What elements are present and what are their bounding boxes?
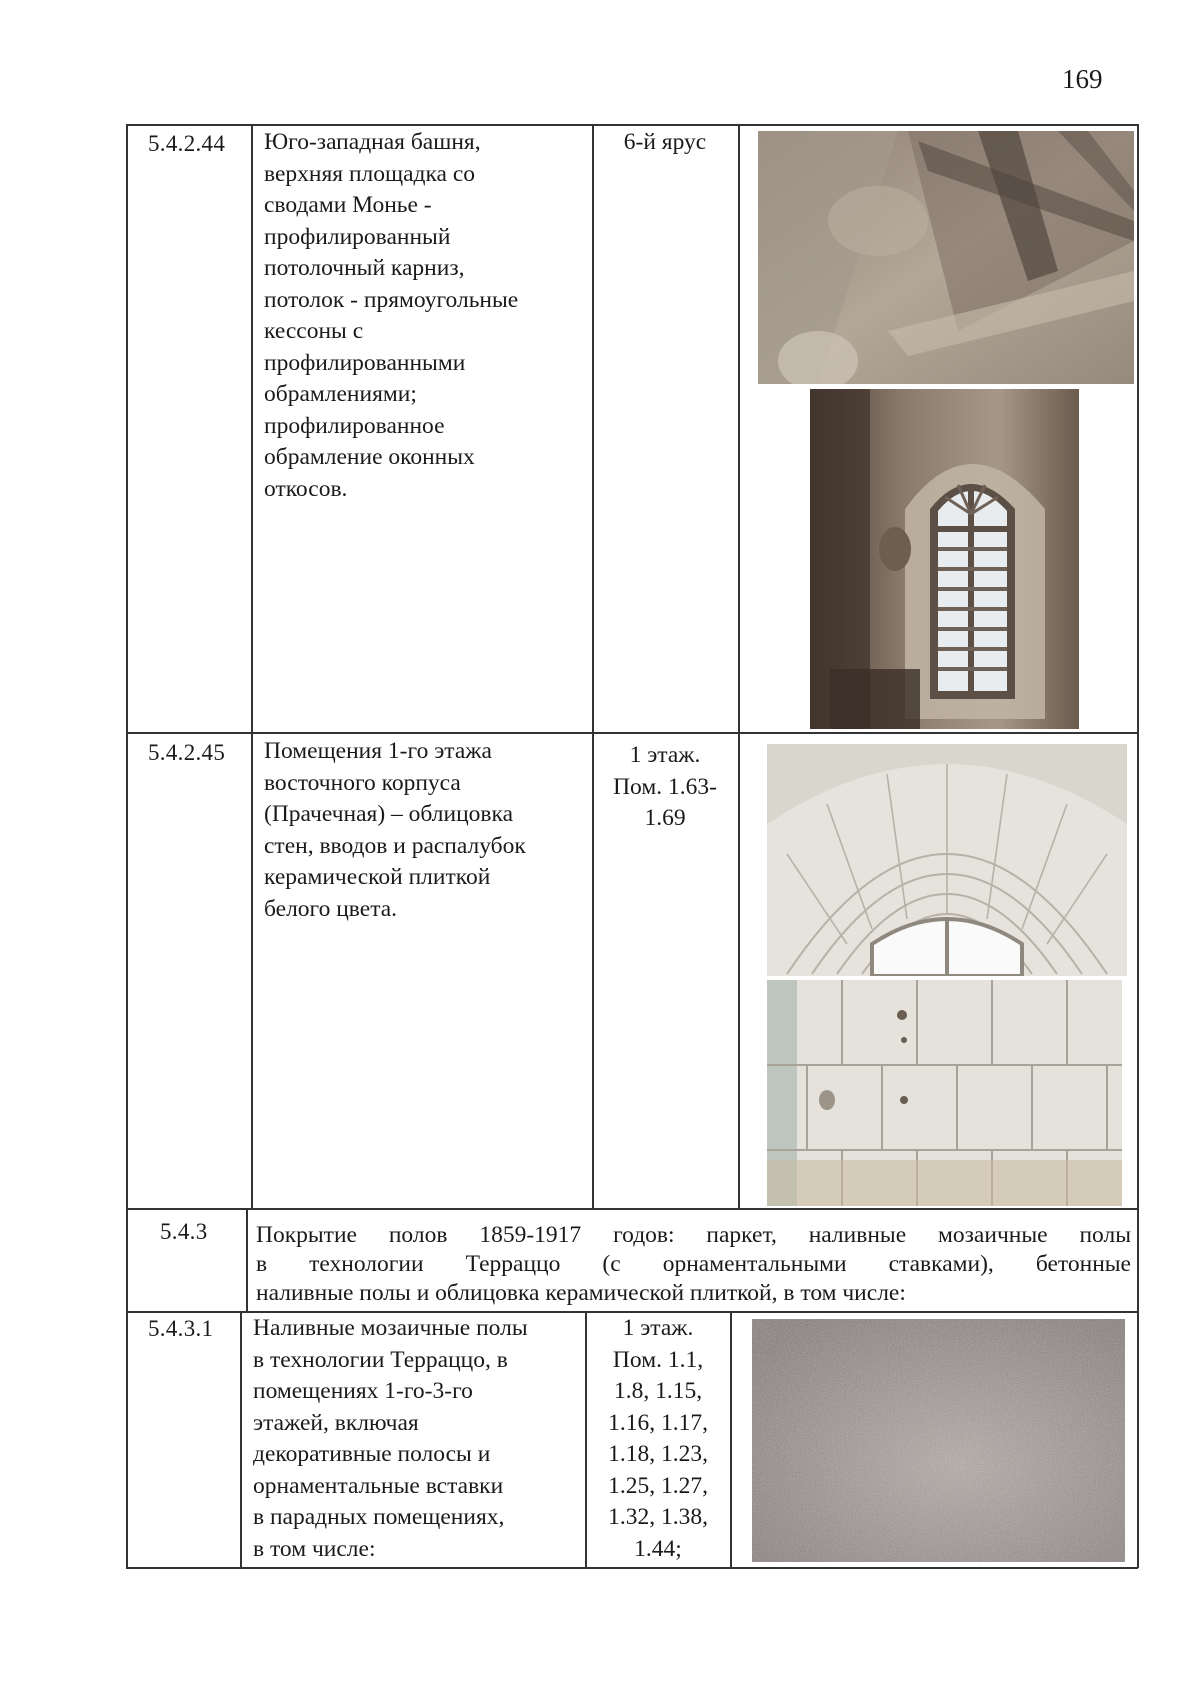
description-line: наливные полы и облицовка керамической плиткой, в том числе: bbox=[256, 1280, 906, 1306]
row-location: 6-й ярус bbox=[623, 129, 707, 155]
row-description: Помещения 1-го этажа восточного корпуса (Прачечная) – облицовка стен, вводов и распалубок керамической плиткой белого цвета. bbox=[264, 738, 526, 922]
row-number: 5.4.3 bbox=[160, 1219, 208, 1244]
row-number: 5.4.2.44 bbox=[148, 131, 226, 156]
arched-window-photo bbox=[810, 389, 1079, 729]
spanning-description bbox=[256, 1221, 1131, 1308]
description-line: Покрытие полов 1859-1917 годов: паркет, наливные мозаичные полы bbox=[256, 1222, 1131, 1248]
tiled-vault-photo bbox=[767, 744, 1127, 976]
page-number: 169 bbox=[1062, 64, 1103, 94]
row-location: 1 этаж. Пом. 1.1, 1.8, 1.15, 1.16, 1.17, 1.18, 1.23, 1.25, 1.27, 1.32, 1.38, 1.44; bbox=[608, 1315, 708, 1562]
ceiling-coffers-photo bbox=[758, 131, 1134, 384]
row-number: 5.4.3.1 bbox=[148, 1316, 214, 1341]
row-description: Юго-западная башня, верхняя площадка со сводами Монье - профилированный потолочный карниз, потолок - прямоугольные кессоны с профилированными обрамлениями; профилированное обрамление оконных откосов. bbox=[264, 129, 519, 502]
terrazzo-floor-photo bbox=[752, 1319, 1125, 1562]
description-line: в технологии Терраццо (с орнаментальными ставками), бетонные bbox=[256, 1251, 1131, 1277]
tiled-wall-photo bbox=[767, 980, 1122, 1206]
row-location: 1 этаж. Пом. 1.63- 1.69 bbox=[613, 742, 717, 831]
row-description: Наливные мозаичные полы в технологии Терраццо, в помещениях 1-го-3-го этажей, включая декоративные полосы и орнаментальные вставки в парадных помещениях, в том числе: bbox=[253, 1315, 528, 1562]
row-number: 5.4.2.45 bbox=[148, 740, 226, 765]
